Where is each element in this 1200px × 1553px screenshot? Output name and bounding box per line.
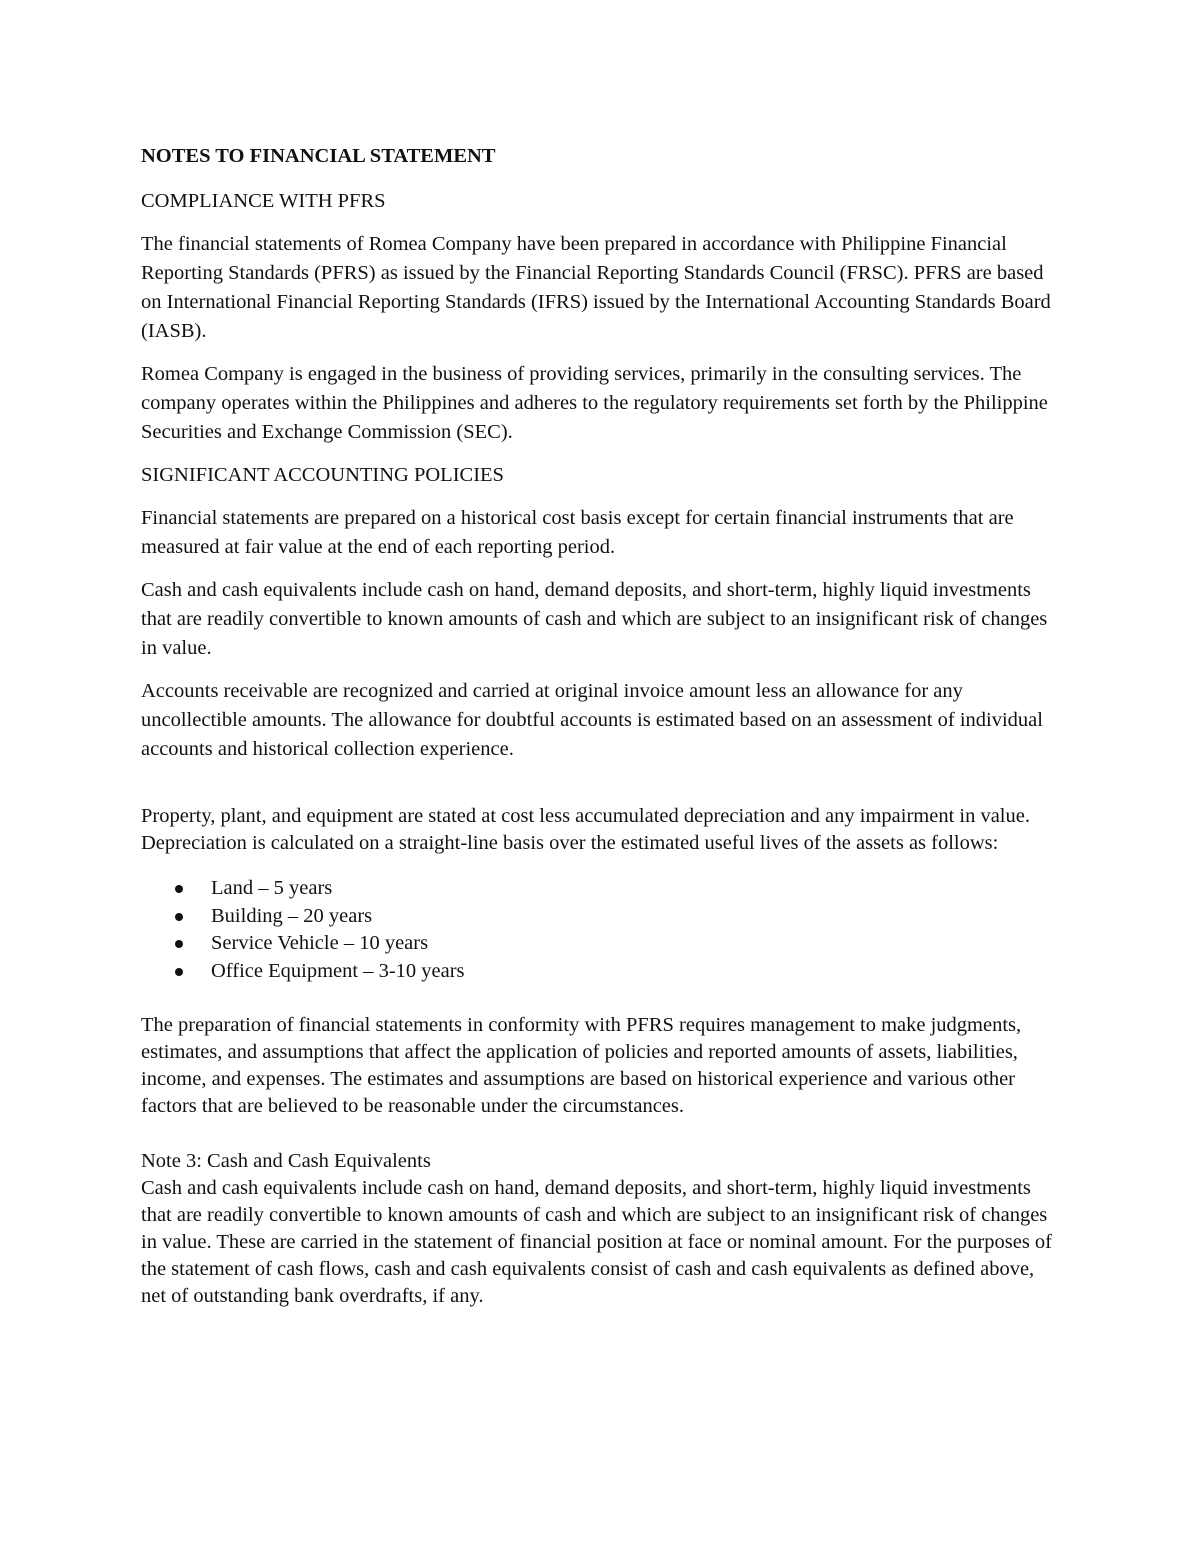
paragraph-company-business: Romea Company is engaged in the business of providing services, primarily in the consulting services. The company operates within the Philippines and adheres to the regulatory requirements set forth by the Philippine Securities and Exchange Commission (SEC). — [141, 363, 1048, 443]
paragraph-historical-cost: Financial statements are prepared on a historical cost basis except for certain financial instruments that are measured at fair value at the end of each reporting period. — [141, 507, 1014, 558]
list-item — [141, 958, 1061, 986]
bullet-icon — [175, 885, 183, 893]
list-item — [141, 875, 1061, 903]
bullet-icon — [175, 968, 183, 976]
list-item-text: Land – 5 years — [211, 877, 333, 899]
paragraph-accounts-receivable: Accounts receivable are recognized and carried at original invoice amount less an allowance for any uncollectible amounts. The allowance for doubtful accounts is estimated based on an assessment of individual accounts and historical collection experience. — [141, 680, 1043, 760]
paragraph-estimates: The preparation of financial statements in conformity with PFRS requires management to make judgments, estimates, and assumptions that affect the application of policies and reported amounts of assets, liabilities, income, and expenses. The estimates and assumptions are based on historical experience and various other factors that are believed to be reasonable under the circumstances. — [141, 1014, 1022, 1117]
note-3-body: Cash and cash equivalents include cash on hand, demand deposits, and short-term, highly liquid investments that are readily convertible to known amounts of cash and which are subject to an insignificant risk of changes in value. These are carried in the statement of financial position at face or nominal amount. For the purposes of the statement of cash flows, cash and cash equivalents consist of cash and cash equivalents as defined above, net of outstanding bank overdrafts, if any. — [141, 1177, 1053, 1307]
bullet-icon — [175, 940, 183, 948]
list-item — [141, 930, 1061, 958]
list-item-text: Building – 20 years — [211, 904, 373, 927]
section-heading-policies: SIGNIFICANT ACCOUNTING POLICIES — [141, 464, 504, 486]
section-heading-compliance: COMPLIANCE WITH PFRS — [141, 190, 386, 212]
useful-lives-list — [141, 875, 1061, 985]
list-item — [141, 903, 1061, 931]
paragraph-compliance-standards: The financial statements of Romea Company have been prepared in accordance with Philippine Financial Reporting Standards (PFRS) as issued by the Financial Reporting Standards Council (FRSC). PFRS are based on International Financial Reporting Standards (IFRS) issued by the International Accounting Standards Board (IASB). — [141, 233, 1051, 342]
paragraph-property-equipment: Property, plant, and equipment are stated at cost less accumulated depreciation and any impairment in value. Depreciation is calculated on a straight-line basis over the estimated useful lives of the assets as follows: — [141, 805, 1030, 854]
list-item-text: Service Vehicle – 10 years — [211, 932, 429, 954]
paragraph-cash-equivalents: Cash and cash equivalents include cash on hand, demand deposits, and short-term, highly liquid investments that are readily convertible to known amounts of cash and which are subject to an insignificant risk of changes in value. — [141, 579, 1048, 659]
list-item-text: Office Equipment – 3-10 years — [211, 959, 465, 982]
document-page — [141, 140, 1061, 1310]
bullet-icon — [175, 913, 183, 921]
note-3-heading: Note 3: Cash and Cash Equivalents — [141, 1150, 431, 1172]
document-title: NOTES TO FINANCIAL STATEMENT — [141, 145, 496, 167]
